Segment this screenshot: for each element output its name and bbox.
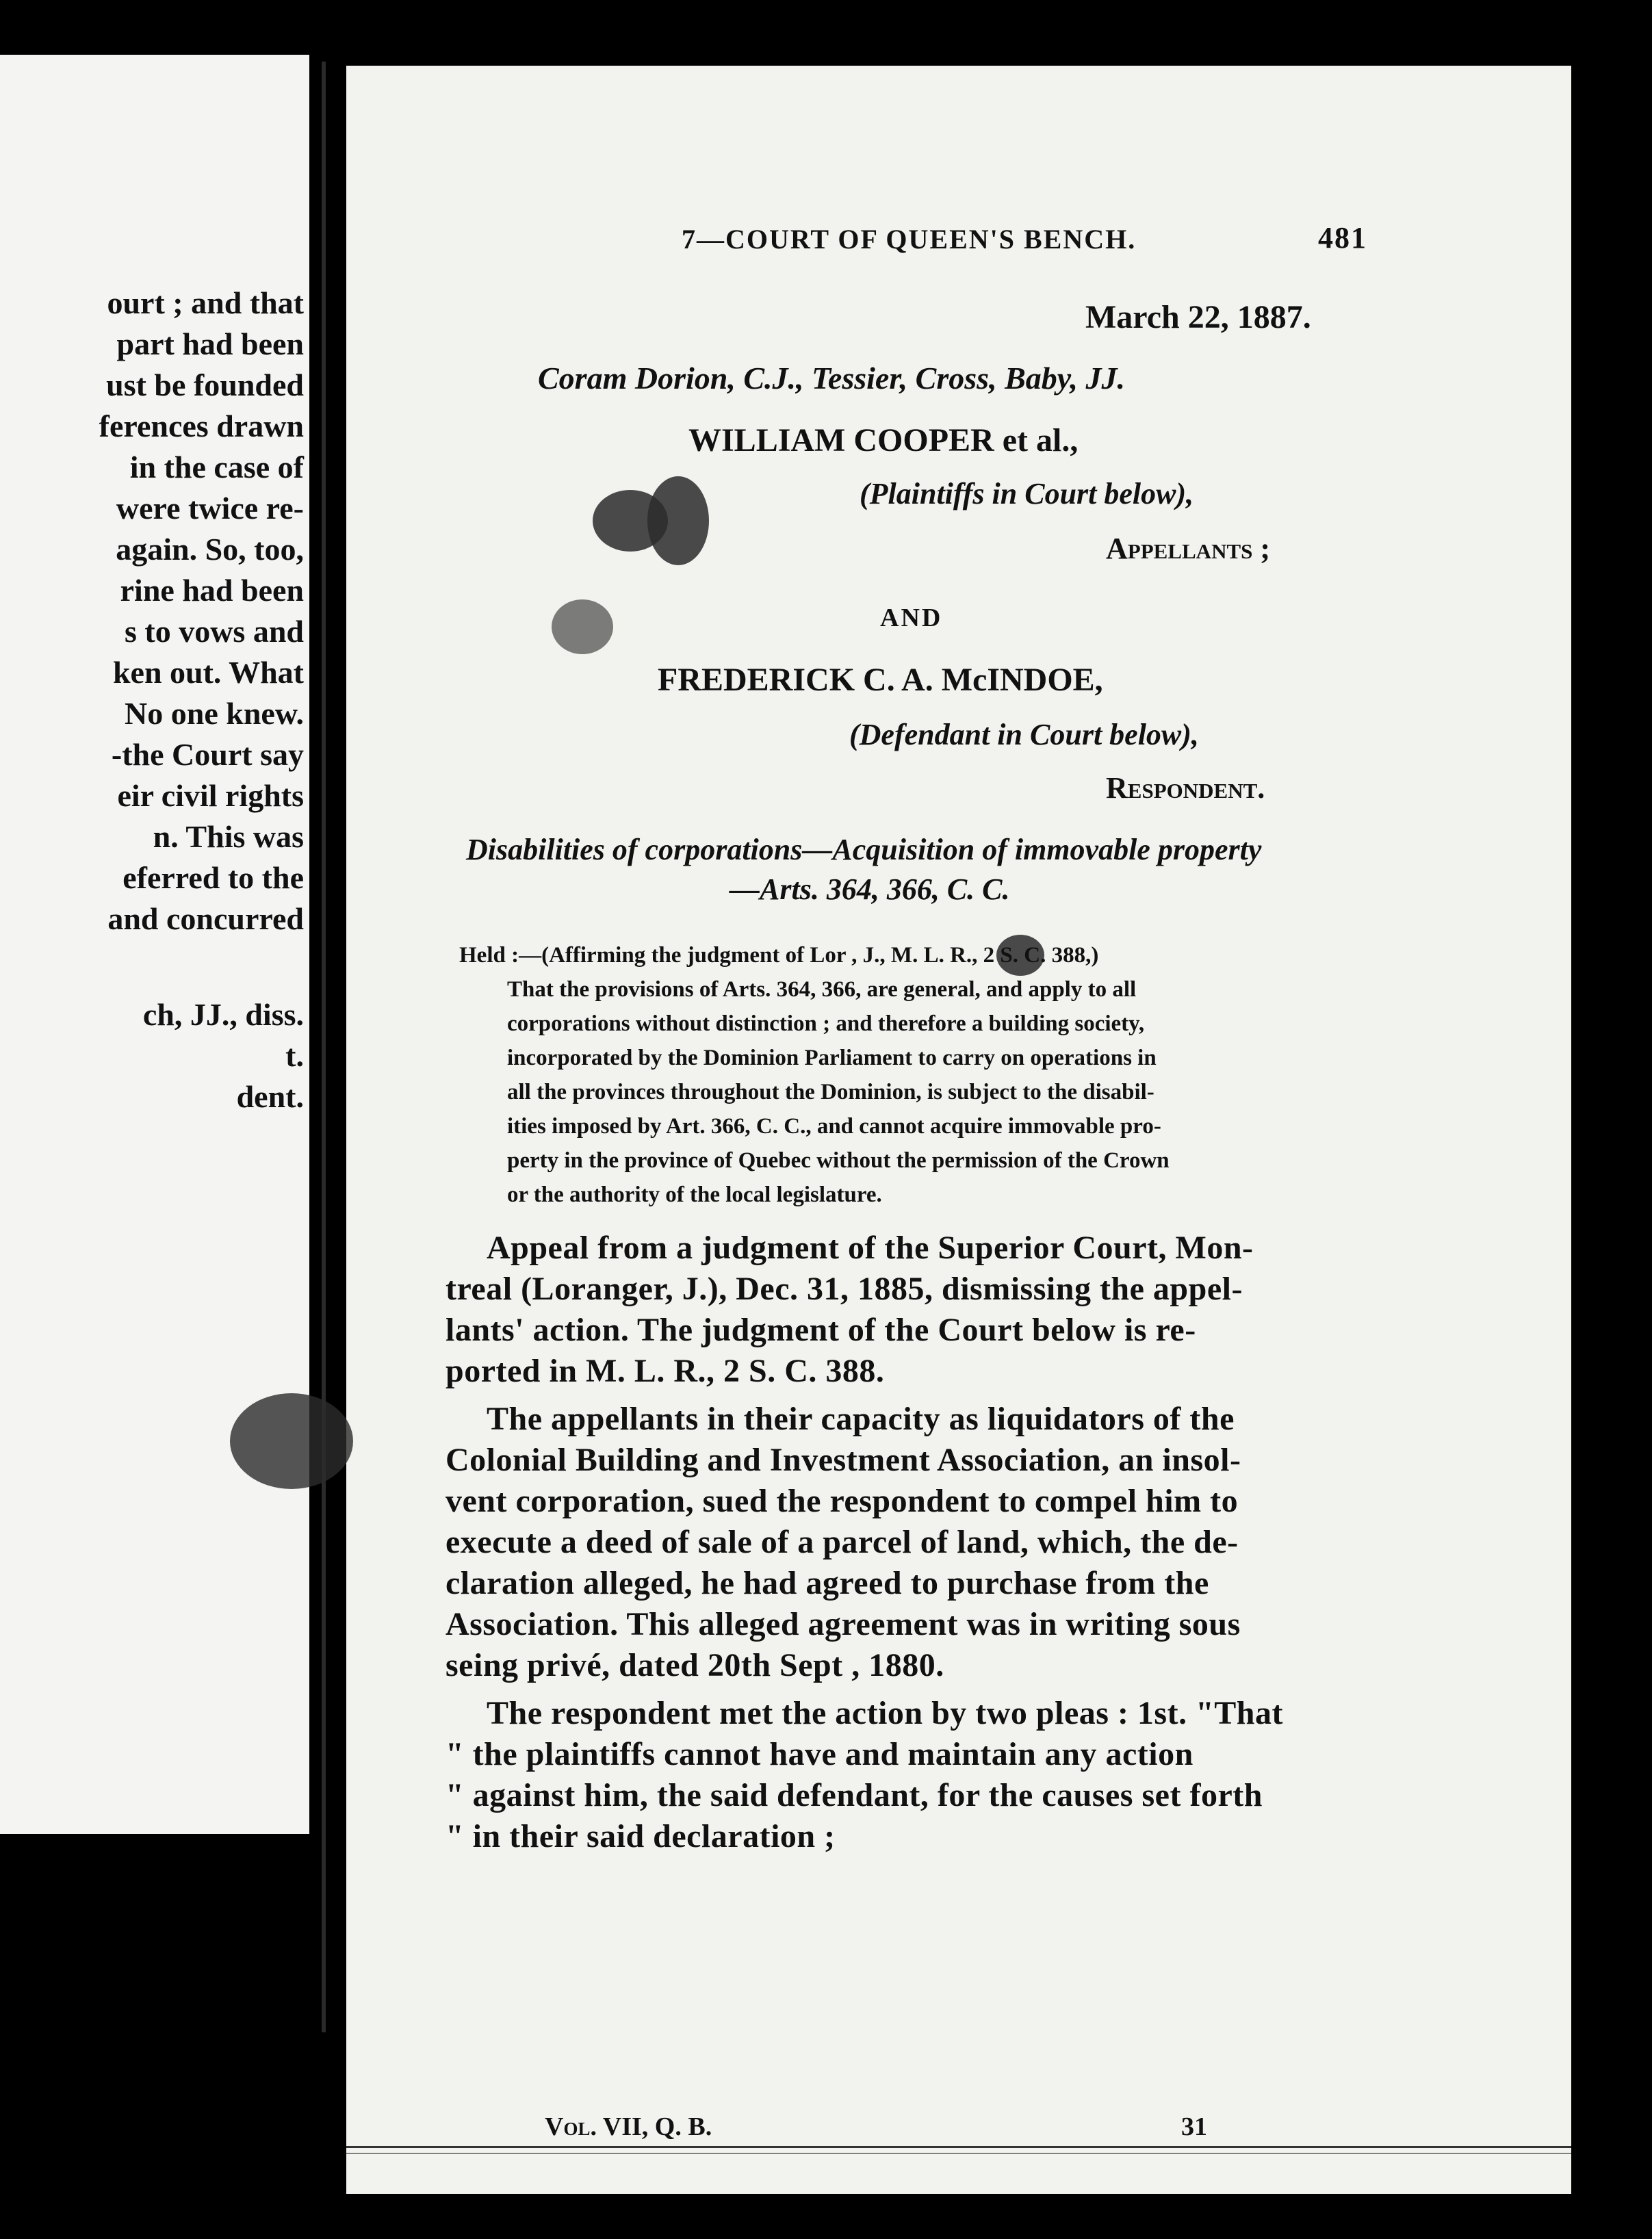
left-page-line: No one knew. bbox=[125, 696, 304, 731]
body-line: Colonial Building and Investment Association, an insol- bbox=[446, 1442, 1241, 1478]
body-line: " against him, the said defendant, for the causes set forth bbox=[446, 1777, 1263, 1813]
headnote-articles: —Arts. 364, 366, C. C. bbox=[730, 872, 1010, 906]
left-page-line: n. This was bbox=[153, 819, 304, 854]
gutter-line bbox=[322, 62, 326, 2032]
left-page-line: ferences drawn bbox=[99, 409, 304, 443]
bottom-rule bbox=[346, 2153, 1571, 2154]
and-separator: AND bbox=[880, 604, 943, 632]
body-line: seing privé, dated 20th Sept , 1880. bbox=[446, 1647, 944, 1683]
held-line: That the provisions of Arts. 364, 366, are general, and apply to all bbox=[507, 977, 1137, 1002]
held-line: perty in the province of Quebec without the permission of the Crown bbox=[507, 1148, 1170, 1173]
body-line: The respondent met the action by two pleas : 1st. "That bbox=[487, 1695, 1283, 1731]
left-page-line: ourt ; and that bbox=[107, 285, 304, 320]
appellant-label: Appellants ; bbox=[1106, 532, 1271, 565]
body-line: Appeal from a judgment of the Superior Court, Mon- bbox=[487, 1230, 1254, 1266]
appellant-role: (Plaintiffs in Court below), bbox=[860, 477, 1194, 510]
left-page-line: -the Court say bbox=[111, 737, 304, 772]
left-page-line: dent. bbox=[236, 1079, 304, 1114]
left-page-line: s to vows and bbox=[124, 614, 304, 649]
volume-signature: Vol. VII, Q. B. bbox=[545, 2112, 712, 2141]
ink-smudge bbox=[647, 476, 709, 565]
left-page-line: ken out. What bbox=[112, 655, 304, 690]
page-number: 481 bbox=[1318, 221, 1367, 255]
body-line: " the plaintiffs cannot have and maintain any action bbox=[446, 1736, 1193, 1772]
bottom-rule bbox=[346, 2146, 1571, 2148]
held-line: or the authority of the local legislature. bbox=[507, 1182, 882, 1207]
body-line: ported in M. L. R., 2 S. C. 388. bbox=[446, 1353, 885, 1389]
left-page-line: were twice re- bbox=[116, 491, 304, 526]
left-page-line: part had been bbox=[116, 326, 304, 361]
coram-line: Coram Dorion, C.J., Tessier, Cross, Baby, JJ. bbox=[538, 361, 1125, 396]
ink-smudge bbox=[552, 599, 613, 654]
body-line: vent corporation, sued the respondent to compel him to bbox=[446, 1483, 1239, 1519]
right-page bbox=[346, 66, 1571, 2194]
respondent-role: (Defendant in Court below), bbox=[849, 718, 1199, 751]
left-page-line: eferred to the bbox=[122, 860, 304, 895]
body-line: " in their said declaration ; bbox=[446, 1818, 836, 1854]
page-gutter bbox=[309, 0, 342, 2239]
held-line: ities imposed by Art. 366, C. C., and cannot acquire immovable pro- bbox=[507, 1114, 1161, 1139]
ink-smudge bbox=[230, 1393, 353, 1489]
left-page-line: ust be founded bbox=[106, 367, 304, 402]
held-line: Held :—(Affirming the judgment of Lor , J., M. L. R., 2 S. C. 388,) bbox=[459, 943, 1099, 968]
left-page-line: again. So, too, bbox=[116, 532, 304, 567]
held-line: incorporated by the Dominion Parliament to carry on operations in bbox=[507, 1046, 1157, 1070]
respondent-name: FREDERICK C. A. McINDOE, bbox=[658, 662, 1103, 698]
held-line: all the provinces throughout the Dominion, is subject to the disabil- bbox=[507, 1080, 1154, 1104]
sheet-number: 31 bbox=[1181, 2112, 1207, 2141]
running-title: 7—COURT OF QUEEN'S BENCH. bbox=[682, 224, 1137, 255]
left-page-line: t. bbox=[285, 1038, 304, 1073]
left-page-line: rine had been bbox=[120, 573, 304, 608]
left-page-line: ch, JJ., diss. bbox=[142, 997, 304, 1032]
body-line: The appellants in their capacity as liquidators of the bbox=[487, 1401, 1235, 1437]
headnote-title: Disabilities of corporations—Acquisition of immovable property bbox=[466, 833, 1262, 866]
body-line: claration alleged, he had agreed to purchase from the bbox=[446, 1565, 1209, 1601]
body-line: Association. This alleged agreement was in writing sous bbox=[446, 1606, 1241, 1642]
left-page-line: in the case of bbox=[129, 450, 304, 484]
held-line: corporations without distinction ; and therefore a building society, bbox=[507, 1011, 1145, 1036]
respondent-label: Respondent. bbox=[1106, 771, 1265, 805]
appellant-name: WILLIAM COOPER et al., bbox=[688, 422, 1079, 458]
decision-date: March 22, 1887. bbox=[1085, 299, 1311, 335]
body-line: execute a deed of sale of a parcel of land, which, the de- bbox=[446, 1524, 1239, 1560]
body-line: lants' action. The judgment of the Court below is re- bbox=[446, 1312, 1196, 1348]
left-page-fragment bbox=[0, 55, 309, 1834]
left-page-line: eir civil rights bbox=[117, 778, 304, 813]
left-page-line: and concurred bbox=[107, 901, 304, 936]
scan-border bbox=[1571, 0, 1652, 2239]
body-line: treal (Loranger, J.), Dec. 31, 1885, dismissing the appel- bbox=[446, 1271, 1243, 1307]
